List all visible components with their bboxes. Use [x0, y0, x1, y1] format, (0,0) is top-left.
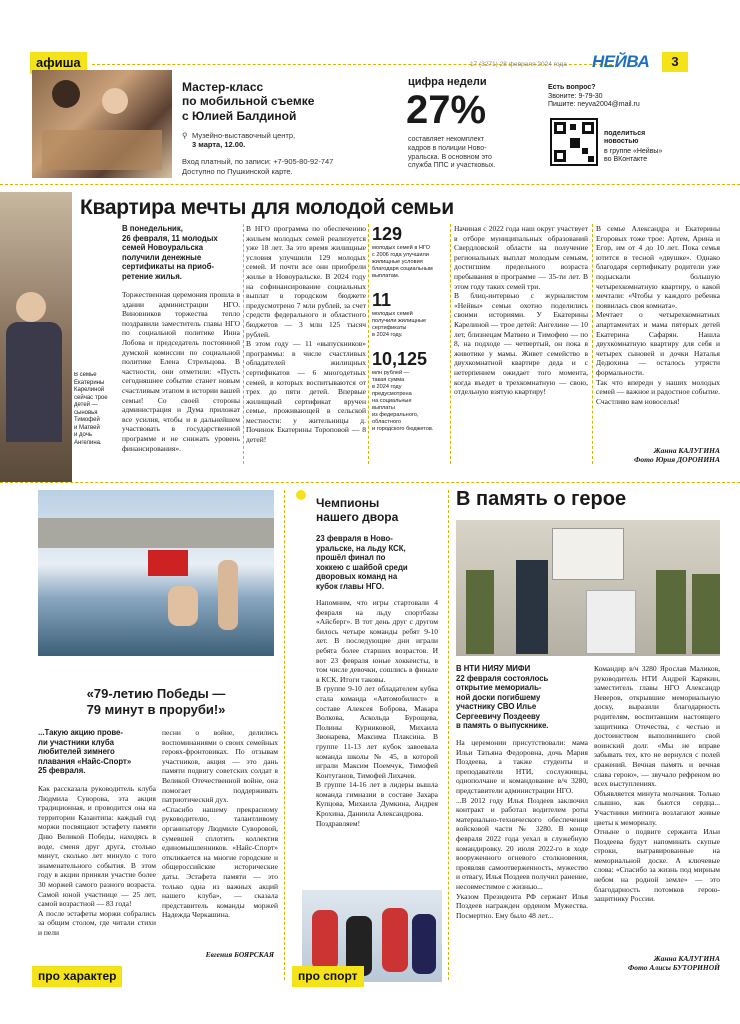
article1-col2: В НГО программа по обеспечению жильем молодых семей реализуется уже 18 лет. За это время жилищные условия улучшили 129 молодых семей. И почти все они приобрели жилье в Новоуральске. В 2024 году на софинансирование социальных выплат в городском бюджете предусмотрено 7 млн рублей, за счет средств федерального и областного бюджетов — 3 млн 125 тысяч рублей. В этом году — 11 «выпускников» программы: в числе счастливых обладателей жилищных сертификатов — 6 многодетных семей, в которых воспитываются от трех до пяти детей. Впервые жилищный сертификат вручен семье, проживающей в сельской местности: у жительницы д. Починок Екатерины Тороповой — 8 детей! [246, 224, 366, 445]
article4-col1: На церемонии присутствовали: мама Ильи Татьяна Федоровна, дочь Мария Поздеева, а также студенты и преподаватели НТИ, сослуживцы, однополчане и командование в/ч 3280, представители администрации НГО. ...В 2012 году Илья Поздеев заключил контракт и работал водителем роты материально-технического обеспечения войсковой части № 3280. В конце февраля 2022 года уехал в служебную командировку. 20 июля 2022-го в ходе вооруженного огневого столкновения, проявляя самоотверженность, мужество и отвагу, Илья Поздеев получил ранение, несовместимое с жизнью... Указом Президента РФ сержант Илья Поздеев награжден орденом Мужества. Посмертно. Ему было 48 лет... [456, 738, 588, 920]
article2-author: Евгения БОЯРСКАЯ [205, 950, 274, 959]
article1-col4: В семье Александра и Екатерины Егоровых тоже трое: Артем, Арина и Егор, им от 4 до 10 лет. Пока семья ютится в тесной «двушке». Однако благодаря сертификату родители уже подыскали большую четырехкомнатную квартиру, о какой мечтали: «Чтобы у каждого ребенка появилась своя комната». Мечтает о четырехкомнатных апартаментах и мама пятерых детей Екатерина Сафарян. Нашла двухкомнатную квартиру для себя и четырех сыновей и дочки Наталья Дедюхина — осталось утрясти формальности. Так что впереди у наших молодых семей — важное и радостное событие. Счастливо вам новоселья! [596, 224, 720, 406]
bullet-icon [296, 490, 306, 500]
article3-title: Чемпионы нашего двора [316, 496, 399, 525]
article2-col2: песни о войне, делились воспоминаниями о своих семейных героях-фронтовиках. По отзывам участников, акция — это дань памяти подвигу советских солдат в Великой Отечественной войне, она помогает поддерживать патриотический дух. «Спасибо нашему прекрасному руководителю, талантливому организатору Людмиле Суворовой, сумевшей сплотить коллектив единомышленников. «Найс-Спорт» откликается на многие городские и общероссийские исторические даты. Эстафета памяти — это только одна из важных акций нашего клуба», — сказала представитель команды моржей Надежда Черкашина. [162, 728, 278, 920]
event-pushkin-card: Доступно по Пушкинской карте. [182, 167, 293, 176]
fact-number: 11 [372, 289, 392, 310]
page-number: 3 [662, 52, 688, 72]
article1-col3: Начиная с 2022 года наш округ участвует в отборе муниципальных образований Свердловской области на получение региональных выплат молодым семьям, достигшим предельного возраста пребывания в программе — 35-ти лет. В этом году таких семей три. В блиц-интервью с журналистом «Нейвы» семьи охотно поделились своими историями. У Екатерины Карелиной — трое детей: Ангелине — 10 лет, близнецам Матвею и Тимофею — по 8, на подходе — четвертый, он пока в животике у мамы. Живет семейство в двухкомнатной квартире деда и с нетерпением ожидает того момента, когда въедет в трехкомнатную — свою, отдельную взятую квартиру! [454, 224, 588, 397]
stat-label: цифра недели [408, 76, 487, 88]
stat-text: составляет некомплект кадров в полиции Ново- уральска. В основном это служба ППС и участковых. [408, 136, 496, 170]
section-tag-sport: про спорт [292, 966, 364, 987]
contact-email[interactable]: Пишите: neyva2004@mail.ru [548, 101, 640, 108]
contact-question: Есть вопрос? [548, 84, 596, 91]
article1-author: Жанна КАЛУГИНА Фото Юрия ДОРОНИНА [633, 446, 720, 465]
article1-title: Квартира мечты для молодой семьи [80, 196, 454, 219]
fact-text: млн рублей — такая сумма в 2024 году предусмотрена на социальные выплаты из федерального, областного и городского бюджетов. [372, 369, 434, 432]
ice-swimming-photo [38, 490, 274, 656]
section-tag-character: про характер [32, 966, 122, 987]
article1-col1: Торжественная церемония прошла в здании администрации НГО. Виновников торжества тепло поздравили заместитель главы НГО по социальной политике Инна Лобова и председатель постоянной думской комиссии по социальной политике Елена Стрельцова. В частности, они отметили: «Пусть сегодняшнее событие станет новым счастливым этапом в истории вашей семьи! Со своей стороны администрация и Дума приложат все усилия, чтобы и в дальнейшем участвовать в государственной программе и не снижать уровень финансирования». [122, 290, 240, 453]
article4-lead: В НТИ НИЯУ МИФИ 22 февраля состоялось открытие мемориаль- ной доски погибшему участнику СВО Илье Сергеевичу Поздееву в память о выпускнике. [456, 664, 549, 730]
article4-title: В память о герое [456, 488, 627, 510]
event-place: Музейно-выставочный центр, [192, 131, 296, 140]
event-title: Мастер-класс по мобильной съемке с Юлией Балдиной [182, 80, 315, 123]
section-tag-afisha: афиша [30, 52, 87, 74]
article1-lead: В понедельник, 26 февраля, 11 молодых семей Новоуральска получили денежные сертификаты на приоб- ретение жилья. [122, 224, 218, 281]
contact-phone: Звоните: 9-79-30 [548, 93, 603, 100]
article3-lead: 23 февраля в Ново- уральске, на льду КСК, прошёл финал по хоккею с шайбой среди дворовых команд на кубок главы НГО. [316, 534, 408, 591]
family-photo [0, 192, 72, 482]
newspaper-logo: НЕЙВА [592, 52, 650, 71]
qr-code[interactable] [550, 118, 598, 166]
article2-col1: Как рассказала руководитель клуба Людмила Суворова, эта акция традиционная, и проводится она на территории Казантипа: каждый год моржи посвящают эстафету памяти Дню Великой Победы, находясь в воде, сменя друг друга, столько минут, сколько лет минуло с того знаменательного события. В этом году в акции приняли участие более 30 моржей самого разного возраста. Самой юной участнице — 25 лет, самой возрастной — 83 года! А после эстафеты моржи собрались за общим столом, где читали стихи и пели [38, 784, 156, 937]
memorial-photo [456, 520, 720, 656]
article3-body: Напомним, что игры стартовали 4 февраля на льду спортбазы «Айсберг». В тот день друг с другом билось четыре команды ребят 9-10 лет. В последующие дни играли ребята более старших возрастов. И вот 23 февраля юные хоккеисты, в том числе девочки, сошлись в финале в КСК. Итоги таковы. В группе 9-10 лет обладателем кубка стала команда «Автомобилист» в составе Алексея Боброва, Макара Волкова, Аскольда Бурощева, Полины Курниковой, Михаила Звонарева, Максима Плаксина. В группе 11-13 лет кубок завоевала команда школы № 45, в которой играли Максим Поемчук, Тимофей Контуганов, Тимофей Лихачев. В группе 14-16 лет в лидеры вышла команда гимназии в составе Захара Купцова, Михаила Думкина, Андрея Крохина, Даниила Александрова. Поздравляем! [316, 598, 438, 828]
contact-group: в группе «Нейвы» во ВКонтакте [604, 148, 663, 164]
article2-lead: ...Такую акцию прове- ли участники клуба любителей зимнего плавания «Найс-Спорт» 25 февраля. [38, 728, 132, 775]
fact-number: 10,125 [372, 348, 428, 369]
issue-line: 17 (3271) 28 февраля 2024 года [470, 61, 567, 68]
event-photo [32, 70, 172, 178]
contact-share: поделиться новостью [604, 130, 646, 146]
fact-number: 129 [372, 224, 403, 244]
stat-value: 27% [406, 88, 487, 132]
article2-title: «79-летию Победы — 79 минут в проруби!» [86, 686, 226, 717]
facts-column [372, 224, 448, 433]
location-icon: ⚲ [182, 131, 188, 140]
fact-text: молодых семей получили жилищные сертификаты в 2024 году. [372, 310, 427, 338]
event-date: 3 марта, 12.00. [192, 140, 246, 149]
event-entry: Вход платный, по записи: +7-905-80-92-747 [182, 157, 334, 166]
article4-col2: Командир в/ч 3280 Ярослав Маликов, руководитель НТИ Андрей Карякин, заместитель главы НГО Александр Неверов, открывшие мемориальную доску, выразили благодарность родителям, воспитавшим настоящего защитника Отечества, с честью и достоинством выполнившего свой воинский долг. «Мы не вправе забывать тех, кто не вернулся с полей сражений. Вечная память и вечная слава герою», — звучало рефреном во всех выступлениях. Объявляется минута молчания. Только слышно, как бьются сердца... Участники митинга возлагают живые цветы к мемориалу. Отныне о подвиге сержанта Ильи Поздеева будут напоминать скупые строки, выгравированные на мемориальной доске. А ключевые слова: «Спасибо за жизнь под мирным небом на родной земле» — это благодарность потомков герою-защитнику России. [594, 664, 720, 904]
article4-author: Жанна КАЛУГИНА Фото Алисы БУТОРИНОЙ [627, 954, 720, 973]
divider-middle [0, 482, 740, 483]
photo-caption-family: В семье Екатерины Карелиной сейчас трое детей — сыновья Тимофей и Матвей и дочь Ангелина. [74, 372, 108, 446]
fact-text: молодых семей в НГО с 2006 года улучшили жилищные условия благодаря социальным выплатам. [372, 245, 433, 279]
divider-top [0, 184, 740, 185]
